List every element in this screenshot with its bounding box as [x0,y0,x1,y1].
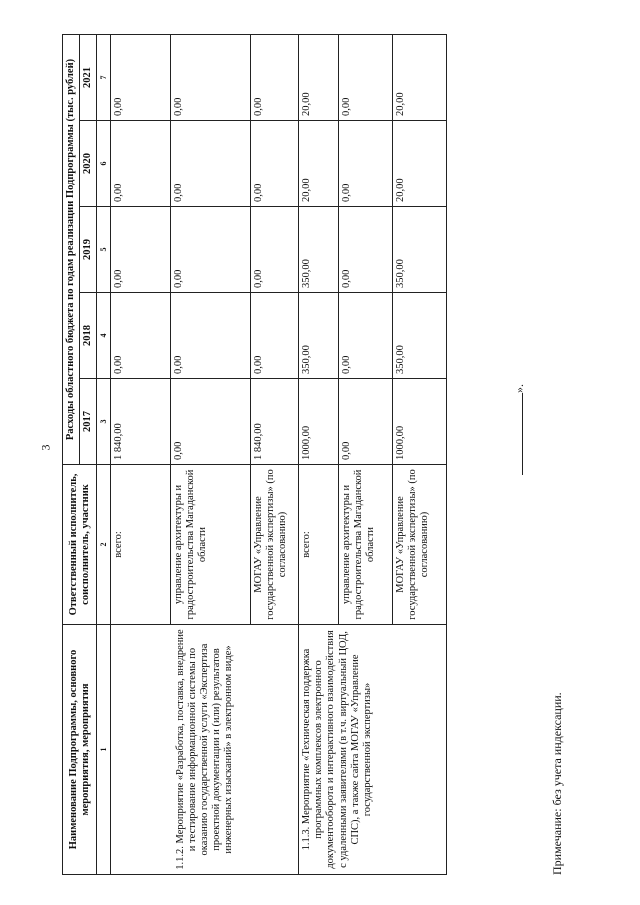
header-year: 2018 [80,293,97,379]
column-number: 6 [97,121,111,207]
activity-name-cell: 1.1.2. Мероприятие «Разработка, поставка, внедрение и тестирование информационной системы по оказанию государственной услуги «Экспертиза проектной документации и (или) результатов инженерных изысканий» в электронном виде» [111,625,299,875]
value-cell: 0,00 [111,207,171,293]
header-year: 2017 [80,379,97,465]
table-row [299,34,339,874]
value-cell: 0,00 [339,207,393,293]
value-cell: 0,00 [251,121,299,207]
value-cell: 20,00 [393,34,447,120]
column-number: 1 [97,625,111,875]
value-cell: 0,00 [339,293,393,379]
column-number-row [97,34,111,874]
value-cell: 1 840,00 [251,379,299,465]
closing-mark [512,384,527,475]
column-number: 7 [97,34,111,120]
signature-line [512,393,523,475]
value-cell: 0,00 [251,34,299,120]
executor-cell: управление архитектуры и градостроительства Магаданской области [171,465,251,625]
value-cell: 350,00 [393,207,447,293]
header-year: 2021 [80,34,97,120]
budget-table [62,34,447,875]
value-cell: 350,00 [299,207,339,293]
column-number: 4 [97,293,111,379]
value-cell: 0,00 [339,121,393,207]
column-number: 2 [97,465,111,625]
value-cell: 350,00 [299,293,339,379]
value-cell: 1000,00 [393,379,447,465]
value-cell: 1000,00 [299,379,339,465]
value-cell: 0,00 [171,34,251,120]
closing-quote: ». [512,384,526,393]
value-cell: 0,00 [171,207,251,293]
rotated-page-content [62,35,587,875]
value-cell: 0,00 [171,293,251,379]
value-cell: 350,00 [393,293,447,379]
executor-cell: МОГАУ «Управление государственной экспертизы» (по согласованию) [393,465,447,625]
executor-cell: всего: [111,465,171,625]
value-cell: 0,00 [339,34,393,120]
value-cell: 0,00 [339,379,393,465]
executor-cell: МОГАУ «Управление государственной экспертизы» (по согласованию) [251,465,299,625]
header-row [63,34,80,874]
executor-cell: всего: [299,465,339,625]
page-number: 3 [38,444,53,451]
header-year: 2020 [80,121,97,207]
column-number: 5 [97,207,111,293]
header-name: Наименование Подпрограммы, основного мероприятия, мероприятия [63,625,97,875]
header-year: 2019 [80,207,97,293]
footnote: Примечание: без учета индексации. [550,692,564,875]
value-cell: 0,00 [251,293,299,379]
table-row [111,34,171,874]
value-cell: 1 840,00 [111,379,171,465]
value-cell: 0,00 [171,121,251,207]
header-budget: Расходы областного бюджета по годам реализации Подпрограммы (тыс. рублей) [63,34,80,464]
value-cell: 0,00 [111,293,171,379]
value-cell: 20,00 [299,121,339,207]
column-number: 3 [97,379,111,465]
value-cell: 0,00 [171,379,251,465]
value-cell: 0,00 [111,121,171,207]
activity-name-cell: 1.1.3. Мероприятие «Техническая поддержка программных комплексов электронного документооборота и интерактивного взаимодействия с удаленными заявителями (в т.ч. виртуальный ЦОД, СПС), а также сайта МОГАУ «Управление государственной экспертизы» [299,625,447,875]
header-executor: Ответственный исполнитель, соисполнитель, участник [63,465,97,625]
value-cell: 0,00 [111,34,171,120]
value-cell: 0,00 [251,207,299,293]
executor-cell: управление архитектуры и градостроительства Магаданской области [339,465,393,625]
value-cell: 20,00 [393,121,447,207]
value-cell: 20,00 [299,34,339,120]
